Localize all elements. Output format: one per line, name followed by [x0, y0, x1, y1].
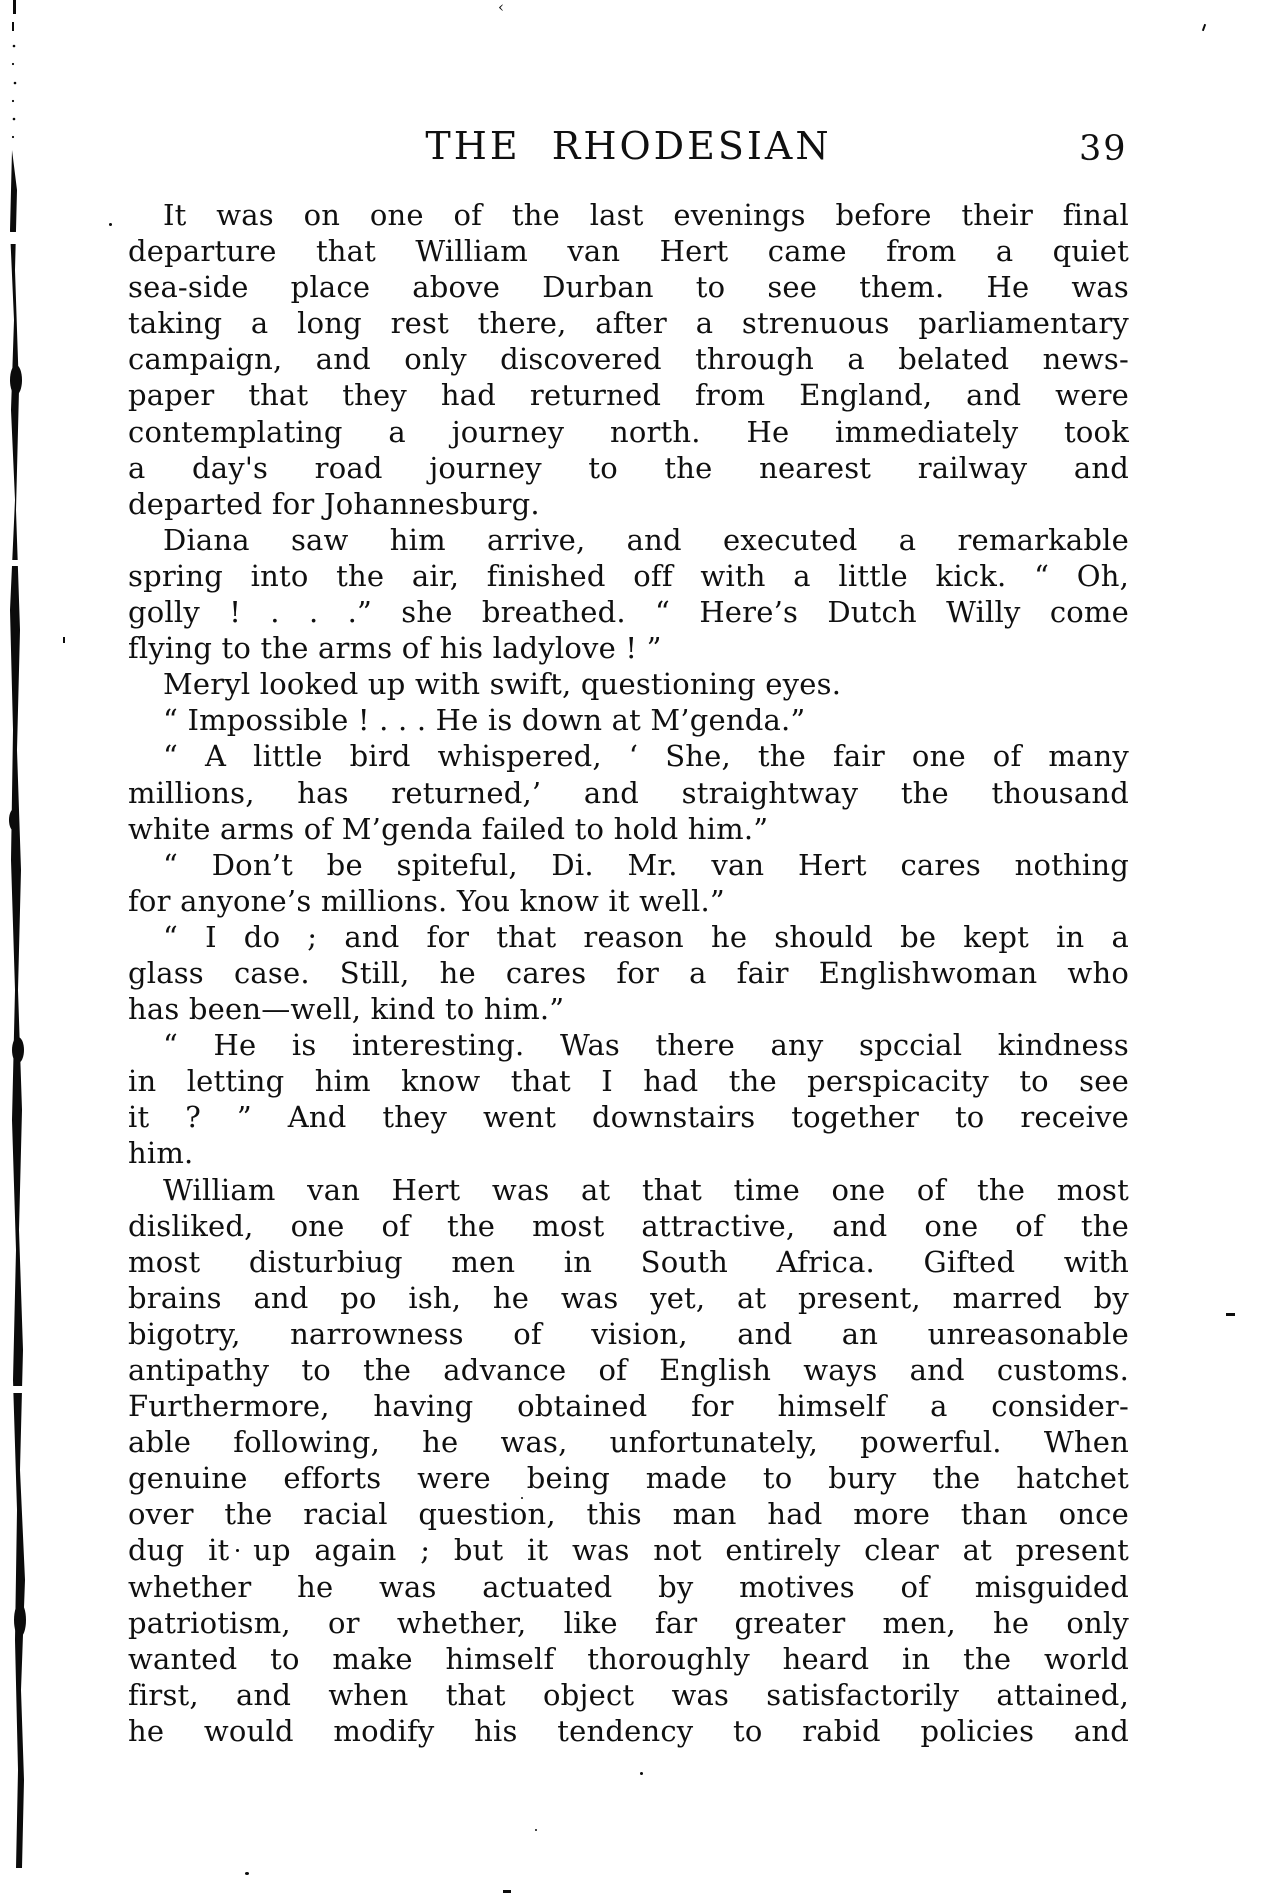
text-line: taking a long rest there, after a strenuous parliamentary [128, 306, 1129, 341]
text-line: Furthermore, having obtained for himself a consider- [128, 1389, 1129, 1424]
text-line: Meryl looked up with swift, questioning eyes. [163, 667, 842, 702]
text-line: most disturbiug men in South Africa. Gifted with [128, 1244, 1129, 1279]
scan-edge-artifact [0, 0, 34, 1896]
text-line: white arms of M’genda failed to hold him.” [128, 811, 769, 846]
text-line: golly ! . . .” she breathed. “ Here’s Dutch Willy come [128, 595, 1129, 630]
ink-speck [1226, 1313, 1235, 1316]
text-line: a day's road journey to the nearest railway and [128, 450, 1129, 485]
text-line: glass case. Still, he cares for a fair Englishwoman who [128, 955, 1129, 990]
ink-speck [640, 1772, 643, 1775]
text-line: “ Don’t be spiteful, Di. Mr. van Hert cares nothing [163, 847, 1129, 882]
text-line: brains and po ish, he was yet, at present, marred by [128, 1280, 1129, 1315]
text-line: over the racial question, this man had more than once [128, 1497, 1129, 1532]
text-line: departed for Johannesburg. [128, 486, 540, 521]
text-line: he would modify his tendency to rabid policies and [128, 1713, 1129, 1748]
ink-speck [535, 1829, 537, 1831]
text-line: first, and when that object was satisfactorily attained, [128, 1677, 1129, 1712]
text-line: “ I do ; and for that reason he should be kept in a [163, 919, 1129, 954]
page-title: THE RHODESIAN [425, 124, 832, 168]
text-line: disliked, one of the most attractive, and one of the [128, 1208, 1129, 1243]
ink-speck [109, 223, 112, 226]
text-line: “ A little bird whispered, ‘ She, the fair one of many [163, 739, 1129, 774]
text-line: “ He is interesting. Was there any spccial kindness [163, 1028, 1129, 1063]
text-line: “ Impossible ! . . . He is down at M’genda.” [163, 703, 806, 738]
page-number: 39 [1079, 129, 1128, 169]
text-line: whether he was actuated by motives of misguided [128, 1569, 1129, 1604]
text-line: has been—well, kind to him.” [128, 992, 565, 1027]
text-line: antipathy to the advance of English ways and customs. [128, 1353, 1129, 1387]
ink-speck [63, 637, 65, 643]
ink-speck [1202, 24, 1206, 31]
text-line: him. [128, 1136, 194, 1171]
text-line: wanted to make himself thoroughly heard in the world [128, 1641, 1129, 1676]
text-line: dug it up again ; but it was not entirely clear at present [128, 1533, 1129, 1568]
text-line: genuine efforts were being made to bury the hatchet [128, 1461, 1129, 1496]
ink-speck: ‹ [498, 0, 504, 16]
text-line: campaign, and only discovered through a belated news- [128, 342, 1129, 377]
text-line: sea-side place above Durban to see them. He was [128, 270, 1129, 305]
text-line: flying to the arms of his ladylove ! ” [128, 631, 662, 666]
text-line: in letting him know that I had the perspicacity to see [128, 1064, 1129, 1099]
text-line: it ? ” And they went downstairs together to receive [128, 1100, 1129, 1135]
text-line: It was on one of the last evenings before their final [163, 198, 1129, 232]
text-line: able following, he was, unfortunately, powerful. When [128, 1425, 1129, 1460]
text-line: bigotry, narrowness of vision, and an unreasonable [128, 1316, 1129, 1351]
text-line: for anyone’s millions. You know it well.” [128, 883, 725, 918]
page-text [128, 197, 1129, 1749]
text-line: paper that they had returned from England, and were [128, 378, 1129, 413]
text-line: Diana saw him arrive, and executed a remarkable [163, 522, 1129, 557]
ink-speck [503, 1890, 511, 1893]
text-line: patriotism, or whether, like far greater men, he only [128, 1605, 1129, 1640]
text-line: millions, has returned,’ and straightway the thousand [128, 775, 1129, 810]
ink-speck [245, 1872, 249, 1875]
text-line: William van Hert was at that time one of the most [163, 1172, 1129, 1207]
text-line: spring into the air, finished off with a little kick. “ Oh, [128, 558, 1129, 593]
text-line: departure that William van Hert came from a quiet [128, 234, 1129, 269]
text-line: contemplating a journey north. He immediately took [128, 414, 1129, 449]
